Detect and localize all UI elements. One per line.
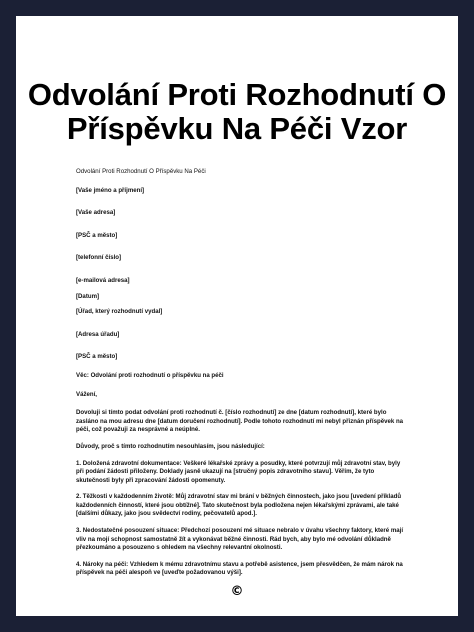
copyright-icon: © xyxy=(230,584,244,599)
reason-1: 1. Doložená zdravotní dokumentace: Veškeré lékařské zprávy a posudky, které potvrzují můj zdravotní stav, byly při podání žádosti přiloženy. Doklady jasně ukazují na [stručný popis zdravotního stavu]. Věřím, že tyto skutečnosti byly při zpracování žádosti opomenuty. xyxy=(76,459,401,484)
sender-name-field: [Vaše jméno a příjmení] xyxy=(76,186,145,194)
letter-intro: Dovoluji si tímto podat odvolání proti rozhodnutí č. [číslo rozhodnutí] ze dne [datum rozhodnutí], které bylo zasláno na mou adresu dne [datum doručení rozhodnutí]. Podle tohoto rozhodnutí mi nebyl přiznán příspěvek na péči, což považuji za nesprávné a neúplné. xyxy=(76,409,404,434)
sender-email-field: [e-mailová adresa] xyxy=(76,276,130,284)
letter-title: Odvolání Proti Rozhodnutí O Příspěvku Na Péči xyxy=(76,168,206,175)
headline-line-2: Příspěvku Na Péči Vzor xyxy=(66,111,408,146)
reason-3: 3. Nedostatečné posouzení situace: Předchozí posouzení mé situace nebralo v úvahu všechny faktory, které mají vliv na mojí schopnost samostatně žít a vykonávat běžné činnosti. Rád bych, aby bylo mé odvolání důkladně přezkoumáno a posouzeno s ohledem na všechny relevantní okolnosti. xyxy=(76,527,404,552)
page-headline xyxy=(16,16,458,146)
sender-phone-field: [telefonní číslo] xyxy=(76,254,122,262)
sender-zip-city-field: [PSČ a město] xyxy=(76,231,118,239)
headline-line-1: Odvolání Proti Rozhodnutí O xyxy=(27,77,447,112)
sender-address-field: [Vaše adresa] xyxy=(76,209,116,217)
letter-salutation: Vážení, xyxy=(76,390,97,398)
date-field: [Datum] xyxy=(76,292,100,300)
reason-2: 2. Těžkosti v každodenním životě: Můj zdravotní stav mi brání v běžných činnostech, jako jsou [uvedení příkladů každodenních činností, které jsou obtížné]. Tato skutečnost byla podložena nejen lékařskými zprávami, ale také [dalšími důkazy, jako jsou svědectví rodiny, pečovatelů apod.]. xyxy=(76,493,402,518)
office-address-field: [Adresa úřadu] xyxy=(76,330,120,338)
reasons-intro: Důvody, proč s tímto rozhodnutím nesouhlasím, jsou následující: xyxy=(76,442,265,450)
reason-4: 4. Nároky na péči: Vzhledem k mému zdravotnímu stavu a potřebě asistence, jsem přesvědčen, že mám nárok na příspěvek na péči alespoň ve [uveďte požadovanou výši]. xyxy=(76,560,403,577)
document-page xyxy=(16,16,458,616)
office-zip-city-field: [PSČ a město] xyxy=(76,353,118,361)
letter-body xyxy=(76,168,406,586)
office-field: [Úřad, který rozhodnutí vydal] xyxy=(76,308,163,316)
letter-subject: Věc: Odvolání proti rozhodnutí o příspěvku na péči xyxy=(76,371,224,379)
